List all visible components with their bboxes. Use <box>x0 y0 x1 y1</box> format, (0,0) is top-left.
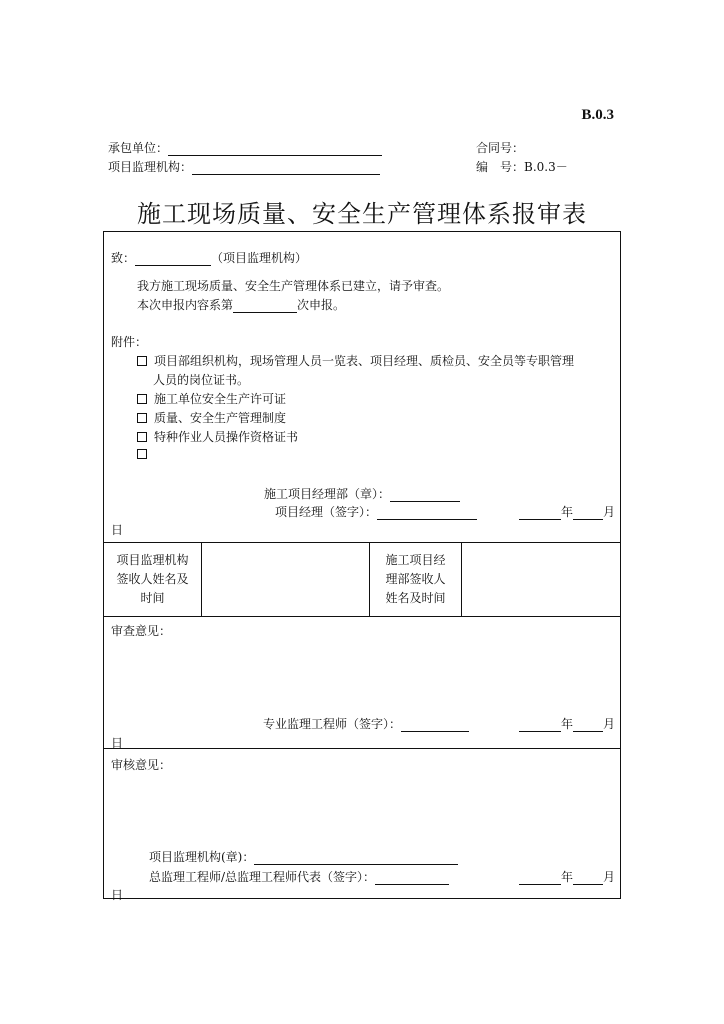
supervisor-field[interactable] <box>108 158 380 175</box>
year-blank[interactable] <box>519 507 561 520</box>
attachment-item-blank[interactable] <box>137 447 154 461</box>
audit-chief-field[interactable] <box>149 868 449 885</box>
checkbox[interactable] <box>137 394 147 404</box>
review-engineer-label: 专业监理工程师（签字）： <box>263 717 402 731</box>
month-label: 月 <box>603 505 616 519</box>
month-blank[interactable] <box>573 507 603 520</box>
divider-review-bottom <box>103 748 621 749</box>
supervisor-receipt-label: 项目监理机构 签收人姓名及 时间 <box>116 553 189 605</box>
day-label: 日 <box>111 523 124 537</box>
review-engineer-field[interactable] <box>263 715 469 732</box>
divider-receipt-bottom <box>103 616 621 617</box>
audit-org-field[interactable] <box>149 848 458 865</box>
year-blank[interactable] <box>519 872 561 885</box>
addressee-suffix: （项目监理机构） <box>211 251 308 265</box>
dept-seal-field[interactable] <box>264 485 460 502</box>
checkbox[interactable] <box>137 413 147 423</box>
review-day-label: 日 <box>111 736 124 750</box>
addressee-label: 致： <box>111 251 136 265</box>
checkbox[interactable] <box>137 356 147 366</box>
contractor-field[interactable] <box>108 139 382 156</box>
supervisor-blank[interactable] <box>192 162 380 175</box>
review-engineer-blank[interactable] <box>401 719 469 732</box>
dept-seal-blank[interactable] <box>390 489 460 502</box>
attachment-item-continued: 人员的岗位证书。 <box>153 373 250 387</box>
contract-no-label: 合同号： <box>476 141 525 155</box>
review-opinion-label: 审查意见： <box>111 624 172 638</box>
attachment-item[interactable]: 质量、安全生产管理制度 <box>137 409 286 426</box>
checkbox[interactable] <box>137 432 147 442</box>
dept-seal-label: 施工项目经理部（章）： <box>264 487 391 501</box>
audit-opinion-label: 审核意见： <box>111 758 172 772</box>
review-opinion-area[interactable] <box>111 640 611 710</box>
month-label: 月 <box>603 870 616 884</box>
date-field[interactable] <box>519 503 615 520</box>
manager-sign-blank[interactable] <box>377 507 477 520</box>
contractor-label: 承包单位： <box>108 141 169 155</box>
audit-day-label: 日 <box>111 888 124 902</box>
declaration-line: 我方施工现场质量、安全生产管理体系已建立，请予审查。 <box>137 279 450 293</box>
contractor-receipt-label: 施工项目经 理部签收人 姓名及时间 <box>385 553 446 605</box>
audit-chief-label: 总监理工程师/总监理工程师代表（签字）： <box>149 870 376 884</box>
addressee-field[interactable] <box>111 249 307 266</box>
review-date-field[interactable] <box>519 715 615 732</box>
year-label: 年 <box>561 505 574 519</box>
supervisor-receipt-cell[interactable] <box>202 543 369 616</box>
manager-sign-field[interactable] <box>275 503 477 520</box>
audit-opinion-area[interactable] <box>111 774 611 844</box>
month-blank[interactable] <box>573 872 603 885</box>
form-code: B.0.3 <box>581 107 614 123</box>
addressee-blank[interactable] <box>135 253 211 266</box>
audit-date-field[interactable] <box>519 868 615 885</box>
supervisor-label: 项目监理机构： <box>108 160 193 174</box>
year-blank[interactable] <box>519 719 561 732</box>
audit-org-blank[interactable] <box>254 852 458 865</box>
contractor-blank[interactable] <box>168 143 382 156</box>
attachment-item[interactable]: 施工单位安全生产许可证 <box>137 390 286 407</box>
submission-prefix: 本次申报内容系第 <box>137 298 234 312</box>
audit-chief-blank[interactable] <box>375 872 449 885</box>
checkbox[interactable] <box>137 449 147 459</box>
manager-sign-label: 项目经理（签字）： <box>275 505 378 519</box>
month-label: 月 <box>603 717 616 731</box>
attachment-item[interactable]: 特种作业人员操作资格证书 <box>137 428 298 445</box>
submission-count-blank[interactable] <box>233 300 297 313</box>
attachment-item[interactable]: 项目部组织机构，现场管理人员一览表、项目经理、质检员、安全员等专职管理 <box>137 352 574 369</box>
contractor-receipt-cell[interactable] <box>462 543 620 616</box>
year-label: 年 <box>561 717 574 731</box>
submission-suffix: 次申报。 <box>297 298 346 312</box>
audit-org-label: 项目监理机构(章)： <box>149 850 255 864</box>
serial-no-label: 编 号：B.0.3－ <box>476 160 568 174</box>
page-title: 施工现场质量、安全生产管理体系报审表 <box>137 200 587 228</box>
submission-count-field[interactable] <box>137 296 345 313</box>
attachments-label: 附件： <box>111 335 148 349</box>
year-label: 年 <box>561 870 574 884</box>
month-blank[interactable] <box>573 719 603 732</box>
